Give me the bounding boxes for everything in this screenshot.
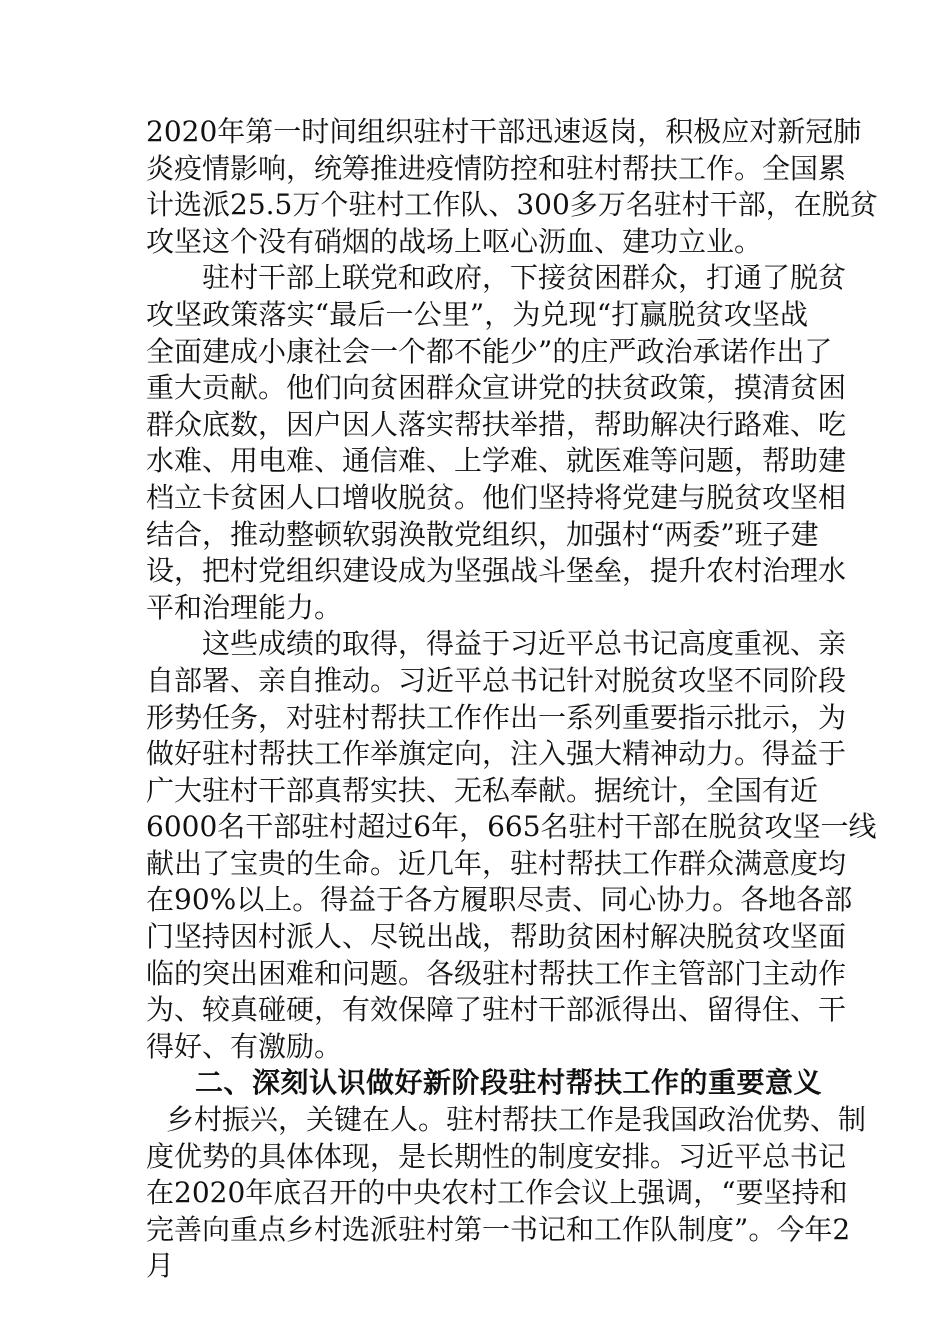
text-line: 攻坚政策落实“最后一公里”，为兑现“打赢脱贫攻坚战 (146, 297, 808, 331)
text-line: 完善向重点乡村选派驻村第一书记和工作队制度”。今年2 (146, 1212, 851, 1246)
text-line: 得好、有激励。 (146, 1029, 343, 1063)
text-line: 月 (146, 1249, 175, 1283)
text-line: 计选派25.5万个驻村工作队、300多万名驻村干部，在脱贫 (146, 188, 878, 222)
section-heading: 二、深刻认识做好新阶段驻村帮扶工作的重要意义 (195, 1066, 823, 1100)
text-line: 全面建成小康社会一个都不能少”的庄严政治承诺作出了 (146, 334, 833, 368)
text-line: 群众底数，因户因人落实帮扶举措，帮助解决行路难、吃 (146, 407, 847, 441)
text-line: 在2020年底召开的中央农村工作会议上强调，“要坚持和 (146, 1176, 848, 1210)
text-line: 形势任务，对驻村帮扶工作作出一系列重要指示批示，为 (146, 700, 847, 734)
text-line: 门坚持因村派人、尽锐出战，帮助贫困村解决脱贫攻坚面 (146, 920, 847, 954)
text-line: 结合，推动整顿软弱涣散党组织，加强村“两委”班子建 (146, 517, 819, 551)
text-line: 在90%以上。得益于各方履职尽责、同心协力。各地各部 (146, 883, 853, 917)
text-line: 炎疫情影响，统筹推进疫情防控和驻村帮扶工作。全国累 (146, 151, 847, 185)
text-line: 献出了宝贵的生命。近几年，驻村帮扶工作群众满意度均 (146, 846, 847, 880)
document-body (146, 114, 878, 1285)
text-line: 临的突出困难和问题。各级驻村帮扶工作主管部门主动作 (146, 956, 847, 990)
text-line: 2020年第一时间组织驻村干部迅速返岗，积极应对新冠肺 (146, 115, 862, 148)
text-line: 平和治理能力。 (146, 590, 343, 624)
text-line: 自部署、亲自推动。习近平总书记针对脱贫攻坚不同阶段 (146, 663, 847, 697)
paragraph-first-line: 驻村干部上联党和政府，下接贫困群众，打通了脱贫 (202, 261, 847, 295)
text-line: 做好驻村帮扶工作举旗定向，注入强大精神动力。得益于 (146, 737, 847, 771)
text-line: 6000名干部驻村超过6年，665名驻村干部在脱贫攻坚一线 (146, 810, 877, 844)
text-line: 攻坚这个没有硝烟的战场上呕心沥血、建功立业。 (146, 224, 763, 258)
paragraph-first-line: 乡村振兴，关键在人。驻村帮扶工作是我国政治优势、制 (166, 1103, 867, 1137)
text-line: 为、较真碰硬，有效保障了驻村干部派得出、留得住、干 (146, 993, 847, 1027)
text-line: 设，把村党组织建设成为坚强战斗堡垒，提升农村治理水 (146, 554, 847, 588)
text-line: 重大贡献。他们向贫困群众宣讲党的扶贫政策，摸清贫困 (146, 371, 847, 405)
text-line: 广大驻村干部真帮实扶、无私奉献。据统计，全国有近 (146, 773, 819, 807)
text-line: 水难、用电难、通信难、上学难、就医难等问题，帮助建 (146, 444, 847, 478)
paragraph-first-line: 这些成绩的取得，得益于习近平总书记高度重视、亲 (202, 627, 847, 661)
text-line: 档立卡贫困人口增收脱贫。他们坚持将党建与脱贫攻坚相 (146, 480, 847, 514)
text-line: 度优势的具体体现，是长期性的制度安排。习近平总书记 (146, 1139, 847, 1173)
